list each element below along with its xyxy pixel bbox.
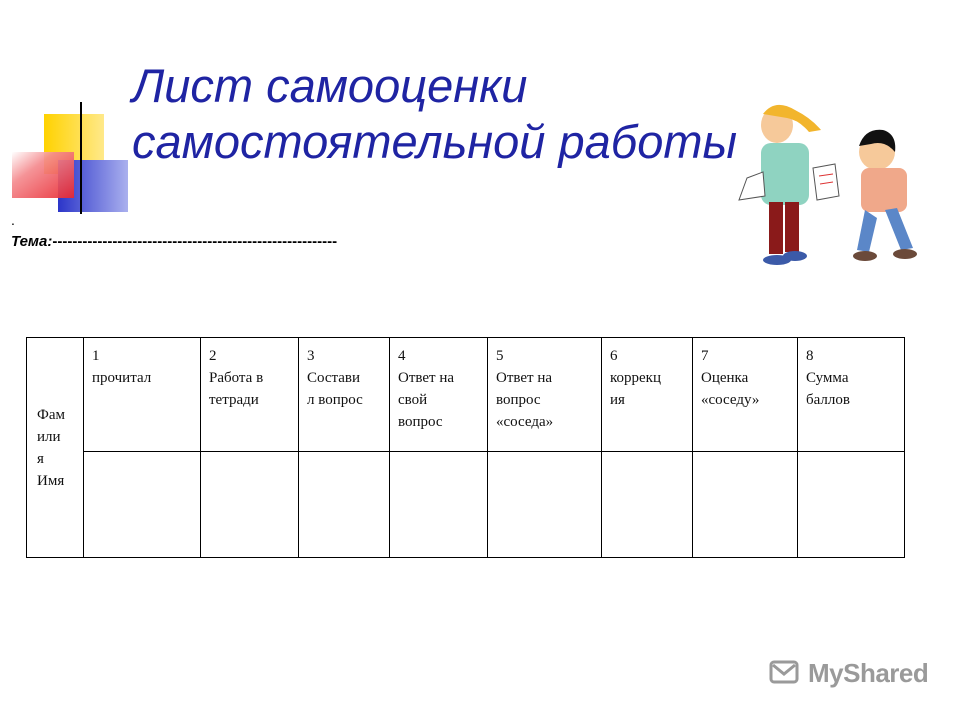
topic-line bbox=[11, 233, 337, 250]
name-header-label: Фам или я Имя bbox=[37, 406, 66, 489]
column-header bbox=[201, 338, 299, 452]
column-header bbox=[390, 338, 488, 452]
topic-label: Тема: bbox=[11, 233, 53, 250]
column-label: Оценка «соседу» bbox=[701, 370, 760, 408]
column-header bbox=[299, 338, 390, 452]
column-label: Ответ на свой вопрос bbox=[398, 370, 455, 430]
column-header bbox=[84, 338, 201, 452]
table-cell[interactable] bbox=[798, 452, 905, 558]
column-number: 6 bbox=[610, 348, 618, 364]
table-cell[interactable] bbox=[390, 452, 488, 558]
column-number: 7 bbox=[701, 348, 709, 364]
table-cell[interactable] bbox=[693, 452, 798, 558]
column-number: 5 bbox=[496, 348, 504, 364]
column-number: 3 bbox=[307, 348, 315, 364]
column-header bbox=[693, 338, 798, 452]
column-number: 2 bbox=[209, 348, 217, 364]
table-cell[interactable] bbox=[84, 452, 201, 558]
slide-title: Лист самооценки самостоятельной работы bbox=[132, 59, 738, 168]
column-number: 1 bbox=[92, 348, 100, 364]
table-cell[interactable] bbox=[201, 452, 299, 558]
name-header bbox=[27, 338, 84, 558]
table-row bbox=[27, 452, 905, 558]
column-header bbox=[488, 338, 602, 452]
column-header bbox=[798, 338, 905, 452]
column-label: Сумма баллов bbox=[806, 370, 850, 408]
students-illustration bbox=[725, 100, 925, 275]
watermark-text: MyShared bbox=[808, 658, 929, 688]
self-assessment-table bbox=[26, 337, 905, 558]
table-header-row bbox=[27, 338, 905, 452]
bullet-dot: . bbox=[11, 212, 15, 228]
column-number: 4 bbox=[398, 348, 406, 364]
table-cell[interactable] bbox=[299, 452, 390, 558]
column-label: Состави л вопрос bbox=[307, 370, 363, 408]
table-cell[interactable] bbox=[488, 452, 602, 558]
column-label: прочитал bbox=[92, 370, 152, 386]
column-header bbox=[602, 338, 693, 452]
column-number: 8 bbox=[806, 348, 814, 364]
column-label: Работа в тетради bbox=[209, 370, 264, 408]
column-label: коррекц ия bbox=[610, 370, 661, 408]
mail-icon bbox=[768, 656, 802, 690]
column-label: Ответ на вопрос «соседа» bbox=[496, 370, 554, 430]
table-cell[interactable] bbox=[602, 452, 693, 558]
myshared-watermark bbox=[768, 656, 928, 692]
topic-blank: --------------------------------------------------------- bbox=[52, 233, 338, 250]
